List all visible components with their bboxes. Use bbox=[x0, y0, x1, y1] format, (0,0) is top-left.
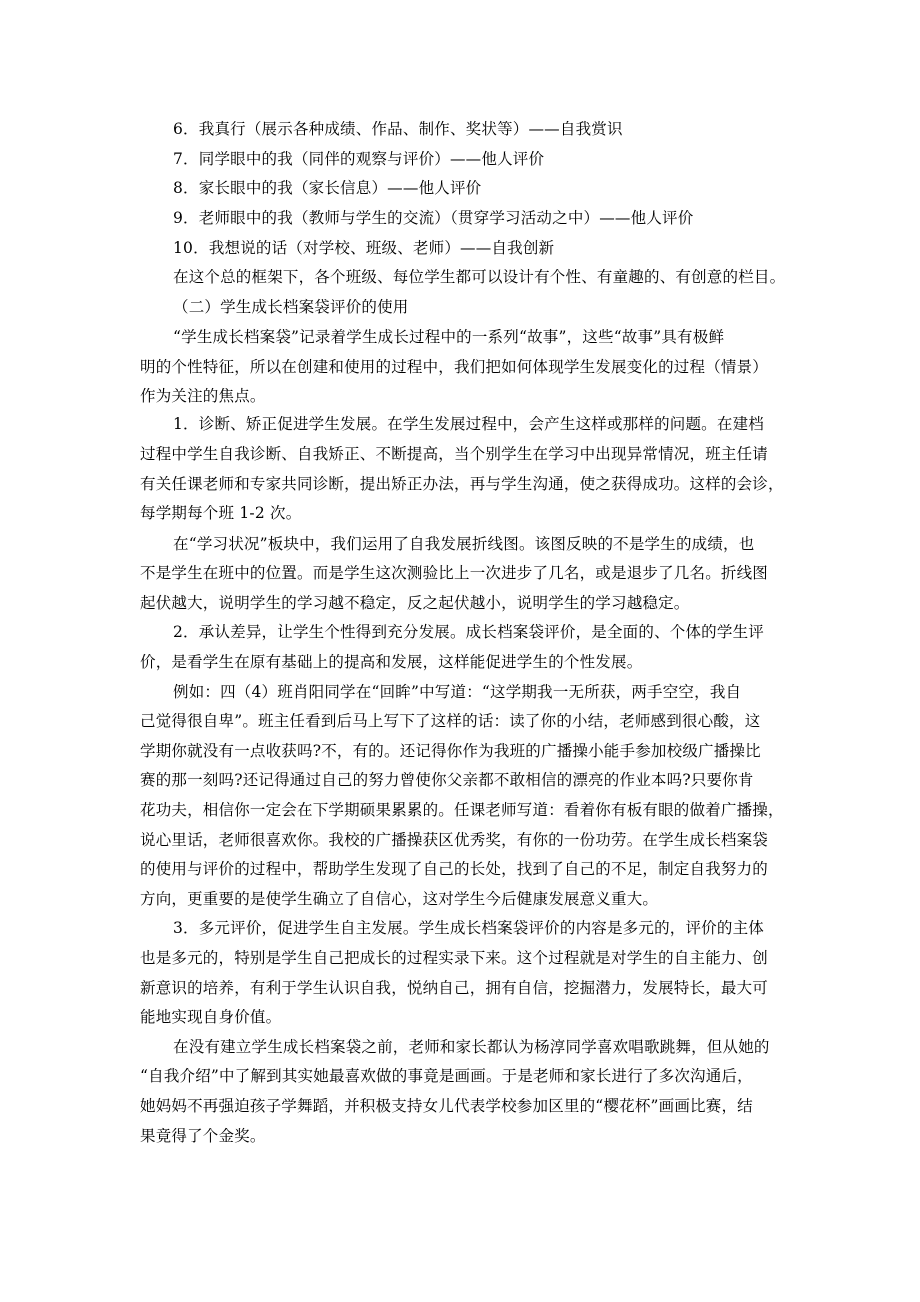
text-line: 的使用与评价的过程中，帮助学生发现了自己的长处，找到了自己的不足，制定自我努力的 bbox=[140, 860, 769, 878]
text-line: 过程中学生自我诊断、自我矫正、不断提高，当个别学生在学习中出现异常情况，班主任请 bbox=[140, 445, 769, 463]
text-line: 在“学习状况”板块中，我们运用了自我发展折线图。该图反映的不是学生的成绩，也 bbox=[173, 535, 755, 553]
text-line: 每学期每个班 1-2 次。 bbox=[140, 504, 302, 522]
text-line: 价，是看学生在原有基础上的提高和发展，这样能促进学生的个性发展。 bbox=[140, 653, 643, 671]
text-line: “自我介绍”中了解到其实她最喜欢做的事竟是画画。于是老师和家长进行了多次沟通后， bbox=[140, 1067, 753, 1085]
text-line: “学生成长档案袋”记录着学生成长过程中的一系列“故事”，这些“故事”具有极鲜 bbox=[173, 328, 725, 346]
text-line: 在这个总的框架下，各个班级、每位学生都可以设计有个性、有童趣的、有创意的栏目。 bbox=[173, 268, 786, 286]
text-line: 新意识的培养，有利于学生认识自我，悦纳自己，拥有自信，挖掘潜力，发展特长，最大可 bbox=[140, 979, 769, 997]
section-heading: （二）学生成长档案袋评价的使用 bbox=[173, 298, 409, 316]
text-line: 也是多元的，特别是学生自己把成长的过程实录下来。这个过程就是对学生的自主能力、创 bbox=[140, 949, 769, 967]
text-line: 赛的那一刻吗?还记得通过自己的努力曾使你父亲都不敢相信的漂亮的作业本吗?只要你肯 bbox=[140, 771, 754, 789]
text-line: 6．我真行（展示各种成绩、作品、制作、奖状等）——自我赏识 bbox=[173, 120, 623, 138]
text-line: 8．家长眼中的我（家长信息）——他人评价 bbox=[173, 179, 482, 197]
text-line: 在没有建立学生成长档案袋之前，老师和家长都认为杨淳同学喜欢唱歌跳舞，但从她的 bbox=[173, 1038, 770, 1056]
text-line: 能地实现自身价值。 bbox=[140, 1008, 282, 1026]
text-line: 说心里话，老师很喜欢你。我校的广播操获区优秀奖，有你的一份功劳。在学生成长档案袋 bbox=[140, 831, 769, 849]
text-line: 10．我想说的话（对学校、班级、老师）——自我创新 bbox=[173, 239, 555, 257]
text-line: 起伏越大，说明学生的学习越不稳定，反之起伏越小，说明学生的学习越稳定。 bbox=[140, 594, 690, 612]
text-line: 明的个性特征，所以在创建和使用的过程中，我们把如何体现学生发展变化的过程（情景） bbox=[140, 358, 769, 376]
text-line: 学期你就没有一点收获吗?不，有的。还记得你作为我班的广播操小能手参加校级广播操比 bbox=[140, 742, 761, 760]
text-line: 方向，更重要的是使学生确立了自信心，这对学生今后健康发展意义重大。 bbox=[140, 890, 659, 908]
text-line: 果竟得了个金奖。 bbox=[140, 1127, 266, 1145]
text-line: 7．同学眼中的我（同伴的观察与评价）——他人评价 bbox=[173, 150, 545, 168]
text-line: 2．承认差异，让学生个性得到充分发展。成长档案袋评价，是全面的、个体的学生评 bbox=[173, 623, 764, 641]
text-line: 她妈妈不再强迫孩子学舞蹈，并积极支持女儿代表学校参加区里的“樱花杯”画画比赛，结 bbox=[140, 1097, 753, 1115]
text-line: 作为关注的焦点。 bbox=[140, 387, 266, 405]
text-line: 3．多元评价，促进学生自主发展。学生成长档案袋评价的内容是多元的，评价的主体 bbox=[173, 919, 764, 937]
text-line: 1．诊断、矫正促进学生发展。在学生发展过程中，会产生这样或那样的问题。在建档 bbox=[173, 415, 764, 433]
text-line: 不是学生在班中的位置。而是学生这次测验比上一次进步了几名，或是退步了几名。折线图 bbox=[140, 564, 769, 582]
text-line: 花功夫，相信你一定会在下学期硕果累累的。任课老师写道：看着你有板有眼的做着广播操， bbox=[140, 801, 784, 819]
text-line: 有关任课老师和专家共同诊断，提出矫正办法，再与学生沟通，使之获得成功。这样的会诊， bbox=[140, 475, 784, 493]
text-line: 9．老师眼中的我（教师与学生的交流）（贯穿学习活动之中）——他人评价 bbox=[173, 209, 694, 227]
text-line: 例如：四（4）班肖阳同学在“回眸”中写道：“这学期我一无所获，两手空空，我自 bbox=[173, 683, 742, 701]
text-line: 己觉得很自卑”。班主任看到后马上写下了这样的话：读了你的小结，老师感到很心酸，这 bbox=[140, 712, 761, 730]
